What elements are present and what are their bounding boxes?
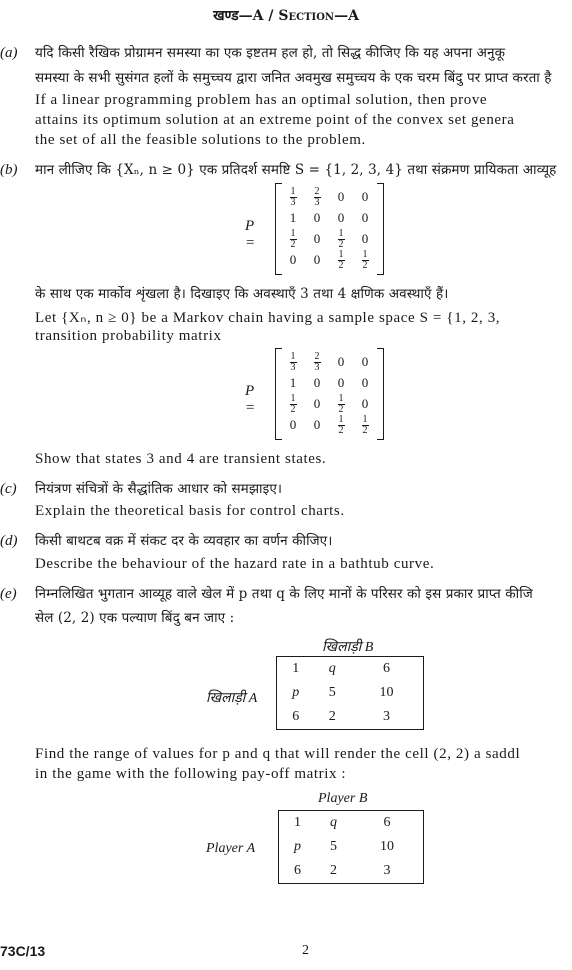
fraction-numerator: 1 <box>338 249 344 260</box>
question-e-hindi-line-1: निम्नलिखित भुगतान आव्यूह वाले खेल में p तथा q के लिए मानों के परिसर को इस प्रकार प्राप्त कीजि <box>35 586 533 602</box>
payoff-cell: 6 <box>294 863 301 878</box>
payoff-row <box>277 681 424 705</box>
fraction-denominator: 2 <box>338 404 344 415</box>
matrix-cell <box>329 415 353 436</box>
question-a-label: (a) <box>0 45 18 61</box>
fraction-denominator: 2 <box>338 239 344 250</box>
payoff-cell: q <box>330 815 337 830</box>
fraction <box>362 415 369 436</box>
fraction <box>314 352 321 373</box>
payoff-row <box>277 657 424 682</box>
fraction-denominator: 2 <box>362 425 368 436</box>
matrix-cell <box>329 394 353 415</box>
matrix-cell: 0 <box>313 231 321 246</box>
matrix-cell: 0 <box>337 189 345 204</box>
payoff-cell: 10 <box>379 685 394 700</box>
fraction <box>290 352 297 373</box>
matrix-cell: 1 <box>289 210 297 225</box>
fraction-denominator: 3 <box>290 197 296 208</box>
question-c-hindi: नियंत्रण संचित्रों के सैद्धांतिक आधार को समझाइए। <box>35 481 283 497</box>
matrix-cell <box>329 250 353 271</box>
question-e-english-line-1: Find the range of values for p and q that will render the cell (2, 2) a saddl <box>35 746 521 762</box>
matrix-cell: 0 <box>361 210 369 225</box>
matrix-cell <box>353 415 377 436</box>
matrix-right-bracket <box>377 348 384 440</box>
fraction <box>314 187 321 208</box>
question-c-label: (c) <box>0 481 17 497</box>
page-number: 2 <box>302 943 309 958</box>
fraction-numerator: 1 <box>290 228 296 239</box>
question-d-hindi: किसी बाथटब वक्र में संकट दर के व्यवहार का वर्णन कीजिए। <box>35 533 333 549</box>
matrix-cell: 1 <box>289 375 297 390</box>
payoff-cell: 5 <box>328 685 336 700</box>
fraction <box>338 394 345 415</box>
payoff-row <box>279 859 424 884</box>
fraction-denominator: 2 <box>338 260 344 271</box>
question-b-english-line-3: Show that states 3 and 4 are transient states. <box>35 451 327 467</box>
fraction-numerator: 2 <box>314 351 320 362</box>
paper-code: 73C/13 <box>0 943 46 959</box>
fraction-numerator: 1 <box>362 414 368 425</box>
payoff-cell: 6 <box>383 815 391 830</box>
fraction <box>290 394 297 415</box>
matrix-cell <box>281 352 305 373</box>
matrix-cell: 0 <box>313 375 321 390</box>
question-e-hindi-line-2: सेल (2, 2) एक पल्याण बिंदु बन जाए : <box>35 610 235 626</box>
game-english-col-player: Player B <box>318 791 368 806</box>
fraction-denominator: 3 <box>314 362 320 373</box>
fraction-denominator: 2 <box>338 425 344 436</box>
question-e-english-line-2: in the game with the following pay-off matrix : <box>35 766 347 782</box>
matrix-cell: 0 <box>289 252 297 267</box>
game-english-row-player: Player A <box>206 841 256 856</box>
matrix-cell: 0 <box>337 375 345 390</box>
question-b-english-line-1: Let {Xₙ, n ≥ 0} be a Markov chain having a sample space S = {1, 2, 3, <box>35 310 501 326</box>
question-b-hindi-line-1: मान लीजिए कि {Xₙ, n ≥ 0} एक प्रतिदर्श समष्टि S = {1, 2, 3, 4} तथा संक्रमण प्रायिकता आव्यूह <box>35 162 557 178</box>
question-a-english-line-2: attains its optimum solution at an extreme point of the convex set genera <box>35 112 515 128</box>
fraction-numerator: 1 <box>290 186 296 197</box>
question-e-label: (e) <box>0 586 17 602</box>
payoff-cell: 1 <box>292 661 300 676</box>
matrix-cell: 0 <box>313 210 321 225</box>
matrix-cell: 0 <box>313 252 321 267</box>
fraction-numerator: 1 <box>290 393 296 404</box>
question-d-english: Describe the behaviour of the hazard rate in a bathtub curve. <box>35 556 435 572</box>
payoff-cell: 3 <box>382 709 390 724</box>
payoff-cell: 5 <box>330 839 337 854</box>
matrix-cell: 0 <box>313 417 321 432</box>
section-header <box>0 6 572 25</box>
fraction-denominator: 2 <box>290 239 296 250</box>
matrix-cell: 0 <box>361 189 369 204</box>
fraction <box>338 229 345 250</box>
fraction <box>290 187 297 208</box>
matrix-cell: 0 <box>361 396 369 411</box>
payoff-table-hindi <box>276 656 424 730</box>
game-hindi-col-player: खिलाड़ी B <box>322 640 374 655</box>
fraction <box>290 229 297 250</box>
question-b-english-line-2: transition probability matrix <box>35 328 222 344</box>
matrix-cell: 0 <box>337 354 345 369</box>
section-header-hindi: खण्ड—A <box>213 8 264 24</box>
matrix-cell: 0 <box>289 417 297 432</box>
matrix-cell: 0 <box>361 231 369 246</box>
matrix-cell: 0 <box>337 210 345 225</box>
payoff-cell: 3 <box>383 863 391 878</box>
payoff-cell: 1 <box>294 815 301 830</box>
fraction-denominator: 3 <box>314 197 320 208</box>
payoff-cell: 2 <box>328 709 336 724</box>
question-b-hindi-line-2: के साथ एक मार्कोव शृंखला है। दिखाइए कि अवस्थाएँ 3 तथा 4 क्षणिक अवस्थाएँ हैं। <box>35 286 449 302</box>
payoff-cell: 6 <box>292 709 300 724</box>
matrix-right-bracket <box>377 183 384 275</box>
fraction <box>362 250 369 271</box>
matrix-cell <box>329 229 353 250</box>
matrix-cell: 0 <box>361 354 369 369</box>
matrix-cell <box>305 352 329 373</box>
payoff-cell: p <box>292 685 300 700</box>
fraction <box>338 415 345 436</box>
question-a-hindi-line-1: यदि किसी रैखिक प्रोग्रामन समस्या का एक इष्टतम हल हो, तो सिद्ध कीजिए कि यह अपना अनुकू <box>35 45 506 61</box>
game-hindi-row-player: खिलाड़ी A <box>206 691 258 706</box>
matrix-cell <box>281 229 305 250</box>
payoff-table-english <box>278 810 424 884</box>
fraction <box>338 250 345 271</box>
question-b-label: (b) <box>0 162 18 178</box>
payoff-row <box>279 811 424 836</box>
fraction-denominator: 2 <box>362 260 368 271</box>
payoff-cell: p <box>294 839 301 854</box>
fraction-denominator: 3 <box>290 362 296 373</box>
matrix-cell <box>281 187 305 208</box>
payoff-cell: q <box>328 661 336 676</box>
fraction-numerator: 1 <box>362 249 368 260</box>
matrix-cell <box>305 187 329 208</box>
payoff-row <box>277 705 424 730</box>
payoff-row <box>279 835 424 859</box>
matrix-cell: 0 <box>361 375 369 390</box>
matrix-symbol: P = <box>245 218 256 251</box>
payoff-cell: 2 <box>330 863 337 878</box>
payoff-cell: 6 <box>382 661 390 676</box>
matrix-cell <box>353 250 377 271</box>
section-header-english: Section—A <box>278 8 359 24</box>
matrix-symbol: P = <box>245 383 256 416</box>
payoff-cell: 10 <box>380 839 394 854</box>
fraction-numerator: 2 <box>314 186 320 197</box>
fraction-numerator: 1 <box>338 414 344 425</box>
fraction-numerator: 1 <box>338 393 344 404</box>
section-header-separator: / <box>263 8 279 24</box>
question-a-english-line-1: If a linear programming problem has an optimal solution, then prove <box>35 92 488 108</box>
fraction-numerator: 1 <box>338 228 344 239</box>
question-a-english-line-3: the set of all the feasible solutions to the problem. <box>35 132 366 148</box>
question-d-label: (d) <box>0 533 18 549</box>
fraction-denominator: 2 <box>290 404 296 415</box>
question-a-hindi-line-2: समस्या के सभी सुसंगत हलों के समुच्चय द्वारा जनित अवमुख समुच्चय के एक चरम बिंदु पर प्राप्त करता है <box>35 70 552 86</box>
fraction-numerator: 1 <box>290 351 296 362</box>
matrix-cell: 0 <box>313 396 321 411</box>
question-c-english: Explain the theoretical basis for control charts. <box>35 503 345 519</box>
matrix-cell <box>281 394 305 415</box>
